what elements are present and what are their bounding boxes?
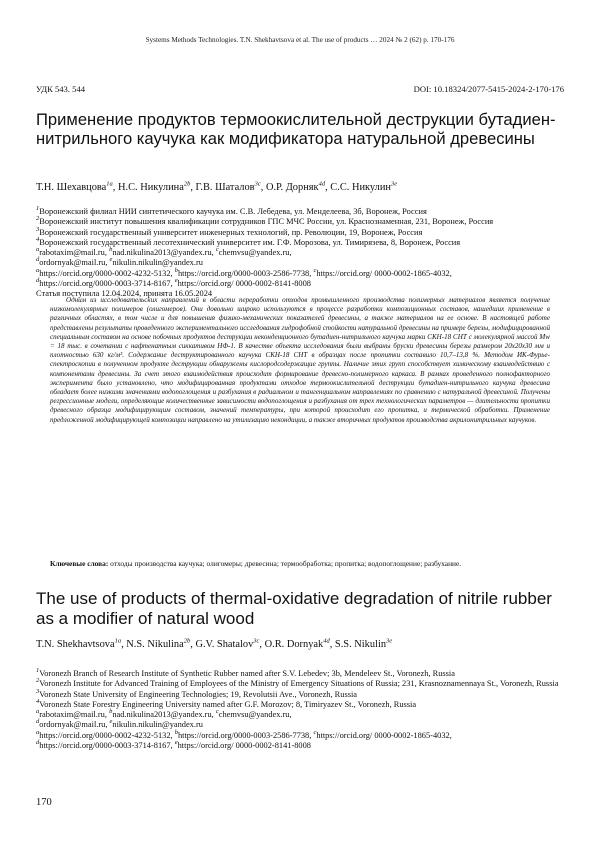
email-link[interactable]: chemvsu@yandex.ru, [218,248,292,258]
author-sup: 3e [390,180,398,188]
affiliation-item [36,679,564,689]
email-line: $^d$ordornyak@mail.ru, $^e$nikulin.nikulin@yandex.ru [36,256,203,268]
orcid-line: $^a$https://orcid.org/0000-0002-4232-5132, $^b$https://orcid.org/0000-0003-2586-7738, $^c$https://orcid.org/ 0000-0002-1865-4032, [36,728,452,740]
author-name: N.S. Nikulina [126,639,184,650]
affiliation-sup: 1 [36,205,40,213]
author-sup: 2b [183,180,191,188]
orcid-link[interactable]: https://orcid.org/0000-0002-4232-5132, [39,268,175,278]
article-title-ru: Применение продуктов термоокислительной деструкции бутадиен-нитрильного каучука как модификатора натуральной древесины [36,110,556,148]
email-link[interactable]: nad.nikulina2013@yandex.ru, [112,248,216,258]
affiliation-text: Воронежский филиал НИИ синтетического каучука им. С.В. Лебедева, ул. Менделеева, 3б, Воронеж, Россия [39,207,427,216]
email-link[interactable]: nikulin.nikulin@yandex.ru [112,720,203,730]
affiliation-text: Voronezh State University of Engineering Technologies; 19, Revolutsii Ave., Voronezh, Russia [39,689,358,699]
email-line: $^d$ordornyak@mail.ru, $^e$nikulin.nikulin@yandex.ru [36,718,203,730]
affiliation-item [36,217,564,227]
running-head: Systems Methods Technologies. T.N. Shekhavtsova et al. The use of products … 2024 № 2 (62) p. 170-176 [145,36,455,44]
doi-link[interactable]: DOI: 10.18324/2077-5415-2024-2-170-176 [413,84,564,94]
author-sup: 1a [106,180,113,188]
orcid-line: $^d$https://orcid.org/0000-0003-3714-8167, $^e$https://orcid.org/ 0000-0002-8141-8008 [36,277,311,289]
affiliation-item [36,700,564,710]
email-link[interactable]: ordornyak@mail.ru, [39,258,110,268]
orcid-link[interactable]: https://orcid.org/0000-0003-3714-8167, [39,279,175,289]
author-sup: 3c [253,637,260,645]
orcid-link[interactable]: https://orcid.org/ 0000-0002-8141-8008 [177,279,311,289]
email-link[interactable]: nikulin.nikulin@yandex.ru [112,258,203,268]
received-date: Статья поступила 12.04.2024, принята 16.05.2024 [36,289,213,299]
keywords-ru [50,559,550,569]
orcid-link[interactable]: https://orcid.org/0000-0003-3714-8167, [39,741,175,751]
affiliation-sup: 3 [36,687,40,695]
author-sup: 2b [183,637,191,645]
affiliation-sup: 3 [36,225,40,233]
affiliation-sup: 2 [36,215,40,223]
keywords-text: отходы производства каучука; олигомеры; древесина; термообработка; пропитка; водопоглощение; разбухание. [110,559,462,568]
page-number: 170 [36,797,52,808]
affiliation-item [36,669,564,679]
affiliation-item [36,687,564,700]
email-line: $^a$rabotaxim@mail.ru, $^b$nad.nikulina2013@yandex.ru, $^c$chemvsu@yandex.ru, [36,246,292,258]
orcid-link[interactable]: https://orcid.org/ 0000-0002-1865-4032, [316,268,452,278]
author-list-en: T.N. Shekhavtsova$^{1a}$, N.S. Nikulina$^{2b}$, G.V. Shatalov$^{3c}$, O.R. Dornyak$^{4d}$, S.S. Nikulin$^{3e}$ [36,637,393,650]
orcid-link[interactable]: https://orcid.org/0000-0003-2586-7738, [177,730,314,740]
udk-code: УДК 543. 544 [36,84,86,94]
email-link[interactable]: chemvsu@yandex.ru, [218,710,292,720]
author-name: O.R. Dornyak [264,639,324,650]
affiliation-text: Voronezh Branch of Research Institute of Synthetic Rubber named after S.V. Lebedev; 3b, Mendeleev St., Voronezh, Russia [39,669,455,678]
author-name: Г.В. Шаталов [195,182,255,193]
affiliation-text: Воронежский государственный лесотехнический университет им. Г.Ф. Морозова, ул. Тимирязева, 8, Воронеж, Россия [39,237,461,247]
author-sup: 4d [323,637,330,645]
email-link[interactable]: nad.nikulina2013@yandex.ru, [112,710,216,720]
author-name: С.С. Никулин [330,182,391,193]
author-list-ru: Т.Н. Шехавцова$^{1a}$, Н.С. Никулина$^{2b}$, Г.В. Шаталов$^{3c}$, О.Р. Дорняк$^{4d}$, С.С. Никулин$^{3e}$ [36,180,398,193]
orcid-line: $^d$https://orcid.org/0000-0003-3714-8167, $^e$https://orcid.org/ 0000-0002-8141-8008 [36,739,311,751]
affiliation-text: Voronezh State Forestry Engineering University named after G.F. Morozov; 8, Timiryazev St., Voronezh, Russia [39,699,417,709]
abstract-ru: Одним из исследовательских направлений в области переработки отходов промышленного производства полимерных материалов является получение низкомолекулярных полимеров (олигомеров). Они довольно широко используются в процессе разработки композиционных составов, нашедших применение в различных областях, в том числе и для повышения физико-механических показателей древесины, а также материалов на ее основе. В настоящей работе представлены результаты проведенного экспериментального исследования гидрофобной стойкости натуральной древесины на примере березы, модифицированной специальным составом на основе побочных продуктов деструкции неконденционного бутадиен-нитрильного каучука марки СКН-18 СНТ с молекулярной массой Mw = 18 тыс. в сочетании с нафтенатным сиккативом НФ-1. В качестве объекта исследования были выбраны бруски древесины березы размером 20x20x30 мм и плотностью 630 кг/м³. Содержание деструктированного каучука СКН-18 СНТ в образцах после пропитки составило 10,7–13,8 %. Методом ИК-Фурье-спектроскопии в полученном продукте деструкции обнаружены кислородсодержащие группы. Наличие этих групп способствует химическому взаимодействию с компонентами древесины. За счет этого взаимодействия происходит формирование древесно-полимерного каркаса. В рамках проведенного полнофакторного эксперимента было установлено, что модифицированная продуктами отходов термоокислительной деструкции бутадиен-нитрильного каучука древесина обладает более низкими значениями водопоглощения и разбухания в радиальном и тангенциальном направлениях по сравнению с натуральной древесиной. Получены регрессионные модели, определяющие количественные зависимости водопоглощения и разбухания от трех технологических параметров — длительности пропитки древесного образца модифицирующим составом, значений температуры, при которой происходит его пропитка, и термической обработки. Применение предложенной модифицирующей композиции направлено на утилизацию некондиции, а также вторичных продуктов производства акрилонитрильных каучуков. [50,296,550,424]
affiliation-item [36,207,564,217]
article-meta-row [36,84,564,94]
affiliations-ru [36,207,564,300]
affiliation-sup: 4 [36,236,40,244]
orcid-link[interactable]: https://orcid.org/ 0000-0002-8141-8008 [177,741,311,751]
email-link[interactable]: rabotaxim@mail.ru, [39,710,110,720]
affiliation-text: Воронежский институт повышения квалификации сотрудников ГПС МЧС России, ул. Краснознаменная, 231, Воронеж, Россия [39,217,494,227]
author-name: Т.Н. Шехавцова [36,182,107,193]
author-sup: 3e [386,637,393,645]
affiliation-text: Voronezh Institute for Advanced Training of Employees of the Ministry of Emergency Situations of Russia; 231, Krasnoznamennaya St., Voronezh, Russia [39,679,559,689]
author-sup: 3c [254,180,261,188]
orcid-link[interactable]: https://orcid.org/ 0000-0002-1865-4032, [316,730,452,740]
email-link[interactable]: rabotaxim@mail.ru, [39,248,110,258]
affiliation-sup: 1 [36,667,40,675]
affiliation-sup: 2 [36,677,40,685]
author-sup: 4d [318,180,326,188]
orcid-line: $^a$https://orcid.org/0000-0002-4232-5132, $^b$https://orcid.org/0000-0003-2586-7738, $^c$https://orcid.org/ 0000-0002-1865-4032, [36,266,452,278]
author-sup: 1a [114,637,122,645]
orcid-link[interactable]: https://orcid.org/0000-0003-2586-7738, [177,268,314,278]
affiliation-text: Воронежский государственный университет инженерных технологий, пр. Революции, 19, Воронеж, Россия [39,227,423,237]
author-name: G.V. Shatalov [195,639,254,650]
author-name: S.S. Nikulin [334,639,387,650]
email-link[interactable]: ordornyak@mail.ru, [39,720,110,730]
affiliation-sup: 4 [36,698,40,706]
orcid-link[interactable]: https://orcid.org/0000-0002-4232-5132, [39,730,175,740]
author-name: Н.С. Никулина [117,182,184,193]
author-name: T.N. Shekhavtsova [36,639,115,650]
author-name: О.Р. Дорняк [265,182,319,193]
affiliation-item [36,238,564,248]
keywords-label: Ключевые слова: [50,559,109,568]
article-title-en: The use of products of thermal-oxidative degradation of nitrile rubber as a modifier of natural wood [36,589,552,628]
affiliations-en [36,669,564,751]
affiliation-item [36,225,564,238]
email-line: $^a$rabotaxim@mail.ru, $^b$nad.nikulina2013@yandex.ru, $^c$chemvsu@yandex.ru, [36,708,292,720]
